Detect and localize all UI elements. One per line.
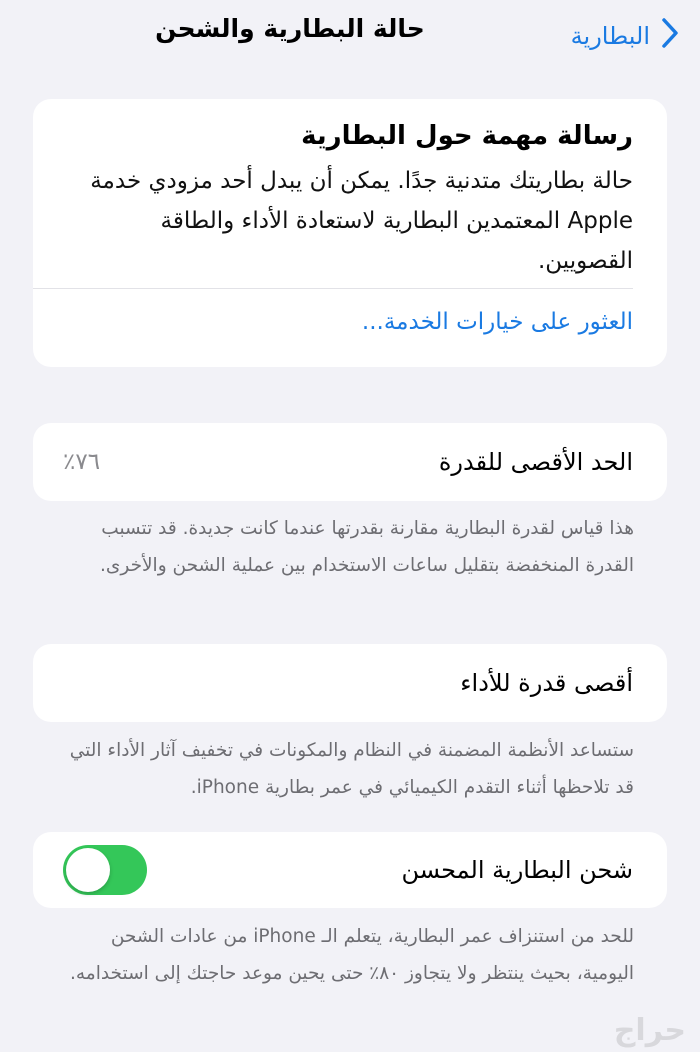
- page-title: حالة البطارية والشحن: [155, 14, 425, 43]
- back-label: البطارية: [570, 22, 650, 50]
- toggle-knob: [66, 848, 110, 892]
- optimized-charging-footnote: للحد من استنزاف عمر البطارية، يتعلم الـ iPhone من عادات الشحن اليومية، بحيث ينتظر ولا يتجاوز ٨٠٪ حتى يحين موعد حاجتك إلى استخدامه.: [69, 926, 634, 984]
- maximum-capacity-label: الحد الأقصى للقدرة: [438, 448, 633, 476]
- find-service-options-link[interactable]: العثور على خيارات الخدمة...: [361, 309, 633, 335]
- optimized-charging-row: [33, 832, 667, 908]
- navigation-bar: [0, 0, 700, 70]
- important-battery-message-card: [33, 99, 667, 367]
- peak-performance-row: [33, 644, 667, 722]
- optimized-charging-label: شحن البطارية المحسن: [401, 856, 633, 884]
- maximum-capacity-value: ٪٧٦: [63, 449, 101, 475]
- peak-performance-label: أقصى قدرة للأداء: [460, 669, 633, 697]
- message-title: رسالة مهمة حول البطارية: [301, 121, 633, 151]
- divider: [33, 288, 633, 289]
- maximum-capacity-row: [33, 423, 667, 501]
- watermark-logo: حراج: [613, 1013, 686, 1048]
- message-body: حالة بطاريتك متدنية جدًا. يمكن أن يبدل أحد مزودي خدمة Apple المعتمدين البطارية لاستعادة الأداء والطاقة القصويين.: [90, 168, 633, 274]
- peak-performance-footnote: ستساعد الأنظمة المضمنة في النظام والمكونات في تخفيف آثار الأداء التي قد تلاحظها أثناء التقدم الكيميائي في عمر بطارية iPhone.: [69, 740, 634, 798]
- maximum-capacity-footnote: هذا قياس لقدرة البطارية مقارنة بقدرتها عندما كانت جديدة. قد تتسبب القدرة المنخفضة بتقليل ساعات الاستخدام بين عملية الشحن والأخرى.: [100, 518, 634, 576]
- optimized-charging-toggle[interactable]: [63, 845, 147, 895]
